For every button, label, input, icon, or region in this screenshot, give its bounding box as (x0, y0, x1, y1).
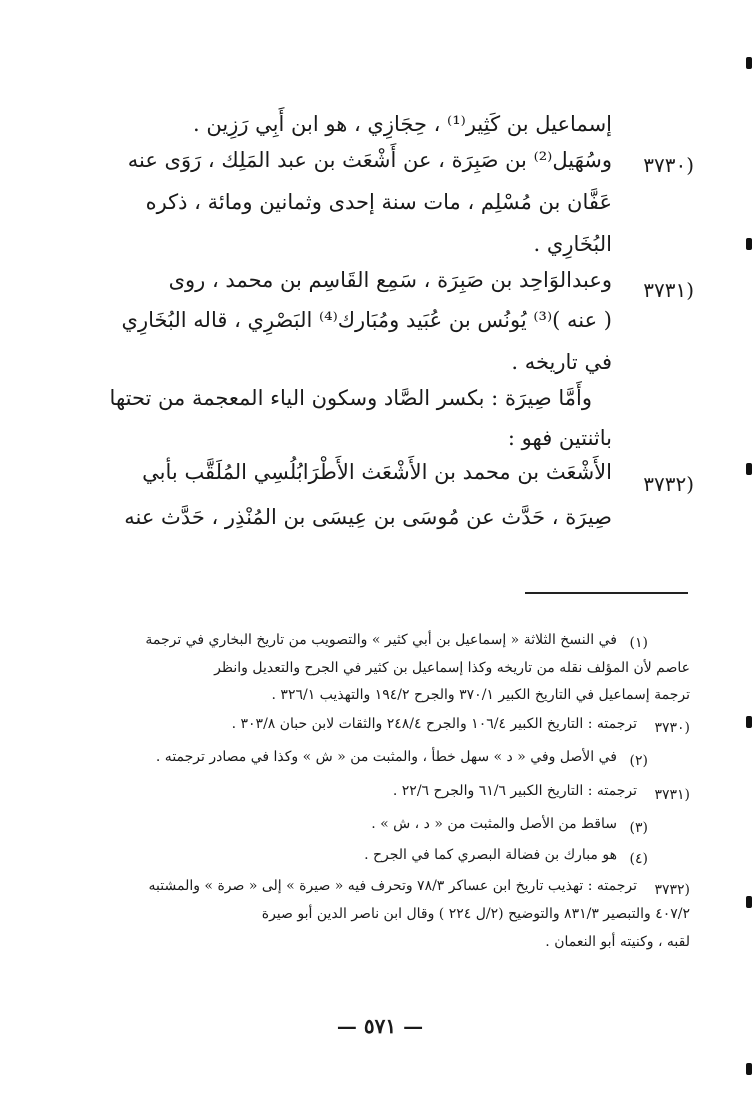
page-number: — ٥٧١ — (336, 1014, 424, 1038)
entry-number: (٣٧٣٠ (643, 153, 694, 177)
footnote-line: في النسخ الثلاثة « إسماعيل بن أبي كثير » والتصويب من تاريخ البخاري في ترجمة (145, 632, 617, 648)
footnote-number: (٣٧٣٠ (654, 720, 690, 736)
entry-number: (٣٧٣١ (643, 278, 694, 302)
entry-line: عَفَّان بن مُسْلِم ، مات سنة إحدى وثمانين ومائة ، ذكره (145, 190, 612, 214)
scan-edge-mark (746, 1063, 752, 1075)
footnote-line: ترجمته : التاريخ الكبير ٦١/٦ والجرح ٢٢/٦ . (392, 783, 637, 799)
scan-edge-mark (746, 716, 752, 728)
footnote-line: في الأصل وفي « د » سهل خطأ ، والمثبت من « ش » وكذا في مصادر ترجمته . (155, 749, 617, 765)
footnote-number: (٣) (629, 820, 648, 836)
scan-edge-mark (746, 238, 752, 250)
footnote-line: ترجمة إسماعيل في التاريخ الكبير ٣٧٠/١ والجرح ١٩٤/٢ والتهذيب ٣٢٦/١ . (271, 687, 690, 703)
entry-line: الأَشْعَث بن محمد بن الأَشْعَث الأَطْرَابُلُسِي المُلَقَّب بأبي (142, 460, 612, 484)
footnote-line: ساقط من الأصل والمثبت من « د ، ش » . (371, 816, 617, 832)
footnote-line: ترجمته : التاريخ الكبير ١٠٦/٤ والجرح ٢٤٨/٤ والثقات لابن حبان ٣٠٣/٨ . (231, 716, 637, 732)
footnote-line: هو مبارك بن فضالة البصري كما في الجرح . (364, 847, 617, 863)
footnote-line: لقبه ، وكنيته أبو النعمان . (545, 934, 690, 950)
footnote-separator (525, 592, 688, 594)
entry-line: باثنتين فهو : (507, 426, 612, 450)
intro-line: إسماعيل بن كَثِير⁽¹⁾ ، حِجَازِي ، هو ابن أَبِي رَزِين . (193, 112, 612, 136)
scan-edge-mark (746, 896, 752, 908)
entry-line: صِيرَة ، حَدَّث عن مُوسَى بن عِيسَى بن المُنْذِر ، حَدَّث عنه (124, 505, 612, 529)
footnote-number: (٣٧٣٢ (654, 882, 690, 898)
scan-edge-mark (746, 463, 752, 475)
entry-line: ( عنه )⁽³⁾ يُونُس بن عُبَيد ومُبَارك⁽⁴⁾ البَصْرِي ، قاله البُخَارِي (121, 308, 612, 332)
entry-line: وعبدالوَاحِد بن صَبِرَة ، سَمِع القَاسِم بن محمد ، روى (168, 268, 612, 292)
entry-line: في تاريخه . (511, 350, 612, 374)
footnote-number: (٣٧٣١ (654, 787, 690, 803)
footnote-line: عاصم لأن المؤلف نقله من تاريخه وكذا إسماعيل بن كثير في الجرح والتعديل وانظر (214, 660, 690, 676)
entry-number: (٣٧٣٢ (643, 472, 694, 496)
entry-line: البُخَارِي . (533, 232, 612, 256)
footnote-line: ترجمته : تهذيب تاريخ ابن عساكر ٧٨/٣ وتحرف فيه « صيرة » إلى « صرة » والمشتبه (148, 878, 637, 894)
footnote-number: (٢) (629, 753, 648, 769)
entry-line: وسُهَيل⁽²⁾ بن صَبِرَة ، عن أَشْعَث بن عبد المَلِك ، رَوَى عنه (127, 148, 612, 172)
scan-edge-mark (746, 57, 752, 69)
footnote-line: ٤٠٧/٢ والتبصير ٨٣١/٣ والتوضيح (٢/ل ٢٢٤ ) وقال ابن ناصر الدين أبو صيرة (261, 906, 690, 922)
entry-line: وأَمَّا صِيرَة : بكسر الصَّاد وسكون الياء المعجمة من تحتها (109, 386, 592, 410)
footnote-number: (١) (629, 635, 648, 651)
footnote-number: (٤) (629, 851, 648, 867)
